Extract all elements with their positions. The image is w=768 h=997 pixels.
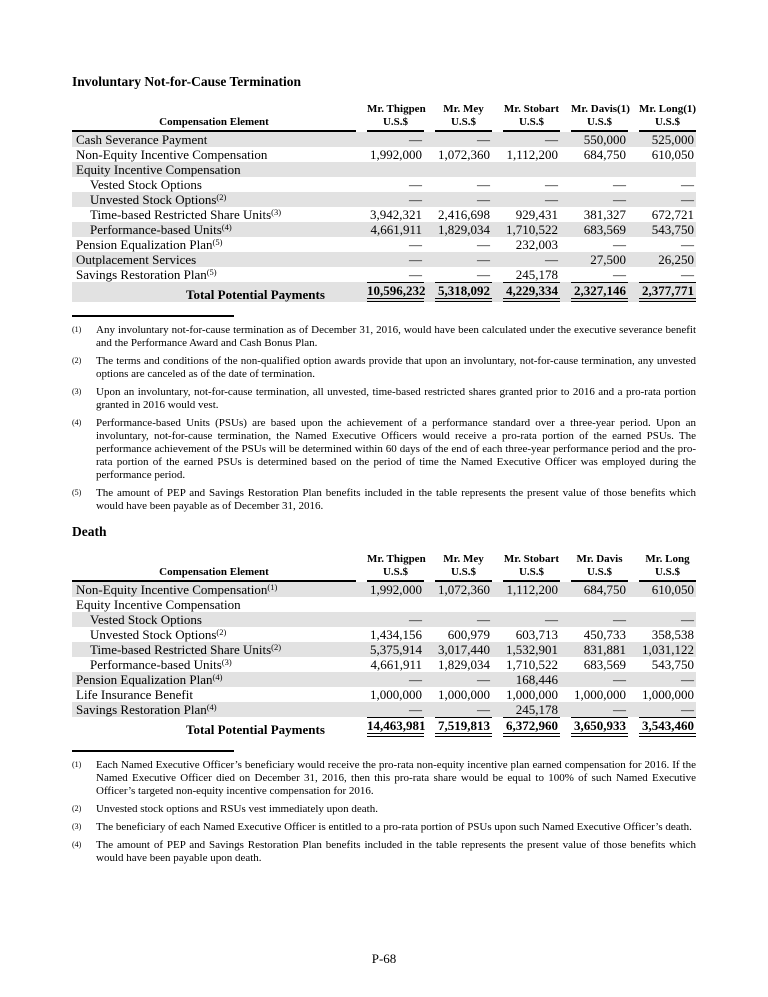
table-row [72,267,696,282]
footnote [72,417,696,482]
cell-value: 1,072,360 [438,147,490,162]
cell-value: 2,327,146 [571,282,628,302]
cell-value: — [409,237,422,252]
row-label: Vested Stock Options [90,177,202,192]
column-header [503,103,560,132]
table-row [72,702,696,717]
cell-value: 3,017,440 [438,642,490,657]
cell-value: 684,750 [583,147,626,162]
cell-value: 10,596,232 [367,282,424,302]
cell-value: 610,050 [651,582,694,597]
footnote-ref: (4) [221,222,232,232]
column-header [639,103,696,132]
footnote-ref: (3) [221,657,232,667]
cell-value: 1,112,200 [506,582,558,597]
footnote-text: Any involuntary not-for-cause termination as of December 31, 2016, would have been calculated under the executive severance benefit and the Performance Award and Cash Bonus Plan. [96,324,696,349]
cell-value: — [613,237,626,252]
section-heading-involuntary-termination: Involuntary Not-for-Cause Termination [72,74,302,89]
cell-value: 1,031,122 [642,642,694,657]
cell-value: 1,829,034 [438,222,490,237]
table-row [72,177,696,192]
cell-value: 2,377,771 [639,282,696,302]
row-label: Non-Equity Incentive Compensation$^{(1)}$ [76,582,278,597]
cell-value: 683,569 [583,222,626,237]
cell-value: 1,000,000 [574,687,626,702]
cell-value: 1,992,000 [370,582,422,597]
column-header [435,553,492,582]
cell-value: — [681,237,694,252]
column-name: Mr. Thigpen [367,103,426,115]
column-header [503,553,560,582]
table-row [72,147,696,162]
cell-value: — [409,177,422,192]
row-label: Equity Incentive Compensation [76,597,241,612]
cell-value: — [681,612,694,627]
section-heading-death: Death [72,524,107,539]
footnote-marker: (4) [72,840,82,849]
footnote-marker: (2) [72,804,82,813]
cell-value: 6,372,960 [503,717,560,737]
row-label: Performance-based Units$^{(4)}$ [90,222,232,237]
cell-value: 14,463,981 [367,717,424,737]
cell-value: 610,050 [651,147,694,162]
cell-value: 1,434,156 [370,627,422,642]
cell-value: 245,178 [515,702,558,717]
cell-value: 232,003 [515,237,558,252]
cell-value: 3,543,460 [639,717,696,737]
table-row [72,207,696,222]
cell-value: 381,327 [583,207,626,222]
section-death [72,524,696,865]
footnote [72,803,696,816]
cell-value: 168,446 [515,672,558,687]
footnote-ref: (4) [206,702,217,712]
row-label: Performance-based Units$^{(3)}$ [90,657,232,672]
column-name: Mr. Stobart [503,103,560,115]
row-label: Time-based Restricted Share Units$^{(2)}$ [90,642,282,657]
footnote-marker: (4) [72,418,82,427]
footnote-text: Each Named Executive Officer’s beneficiary would receive the pro-rata non-equity incentive plan earned compensation for 2016. If the Named Executive Officer died on December 31, 2016, then this pro-rata share would be equal to 100% of such Named Executive Officer’s targeted non-equity incentive compensation for 2016. [96,759,696,797]
cell-value: — [681,267,694,282]
cell-value: 3,942,321 [370,207,422,222]
column-unit: U.S.$ [518,115,545,128]
column-header [571,553,628,582]
cell-value: — [477,702,490,717]
column-header [367,103,424,132]
row-label: Savings Restoration Plan$^{(4)}$ [76,702,217,717]
cell-value: — [477,252,490,267]
cell-value: — [409,132,422,147]
cell-value: 1,072,360 [438,582,490,597]
cell-value: 5,375,914 [370,642,422,657]
row-label: Life Insurance Benefit [76,687,193,702]
cell-value: — [409,672,422,687]
footnote-marker: (1) [72,325,82,334]
row-label: Unvested Stock Options$^{(2)}$ [90,627,227,642]
row-label: Pension Equalization Plan$^{(5)}$ [76,237,223,252]
table-row [72,192,696,207]
column-name: Mr. Davis [576,553,623,565]
cell-value: — [613,702,626,717]
footnote-marker: (5) [72,488,82,497]
table-header-row [72,103,696,132]
cell-value: 3,650,933 [571,717,628,737]
column-name: Mr. Stobart [503,553,560,565]
total-row [72,717,696,737]
footnote-ref: (2) [216,627,227,637]
cell-value: — [681,192,694,207]
footnote-text: The terms and conditions of the non-qualified option awards provide that upon an involuntary, not-for-cause termination, any unvested options are canceled as of the date of termination. [96,355,696,380]
cell-value: — [409,192,422,207]
column-name: Mr. Thigpen [367,553,426,565]
cell-value: 1,829,034 [438,657,490,672]
cell-value: — [681,672,694,687]
footnote-ref: (5) [212,237,223,247]
cell-value: — [409,267,422,282]
column-header [367,553,424,582]
row-label: Total Potential Payments [186,287,325,302]
column-name: Mr. Long(1) [639,103,697,115]
cell-value: 26,250 [658,252,694,267]
table-row [72,612,696,627]
cell-value: — [409,612,422,627]
column-name: Mr. Mey [443,103,484,115]
table-row [72,687,696,702]
footnote-text: The amount of PEP and Savings Restoration Plan benefits included in the table represents the present value of those benefits which would have been payable upon death. [96,839,696,864]
cell-value: — [477,672,490,687]
table-row [72,222,696,237]
cell-value: 1,000,000 [370,687,422,702]
footnote [72,821,696,834]
cell-value: 1,000,000 [438,687,490,702]
cell-value: — [613,177,626,192]
table-row [72,642,696,657]
footnote-ref: (2) [271,642,282,652]
row-label: Vested Stock Options [90,612,202,627]
footnote-marker: (2) [72,356,82,365]
row-label: Outplacement Services [76,252,197,267]
footnote-ref: (4) [212,672,223,682]
cell-value: 603,713 [515,627,558,642]
cell-value: 4,229,334 [503,282,560,302]
column-unit: U.S.$ [450,115,477,128]
total-row [72,282,696,302]
footnote [72,759,696,798]
footnote-ref: (5) [206,267,217,277]
cell-value: 4,661,911 [370,222,422,237]
footnote-ref: (1) [267,582,278,592]
page-number: P-68 [371,951,397,966]
column-unit: U.S.$ [450,565,477,578]
footnote-text: Unvested stock options and RSUs vest immediately upon death. [96,803,378,815]
cell-value: — [545,192,558,207]
cell-value: — [477,267,490,282]
column-unit: U.S.$ [586,565,613,578]
row-label: Total Potential Payments [186,722,325,737]
cell-value: 683,569 [583,657,626,672]
cell-value: 600,979 [447,627,490,642]
cell-value: 929,431 [515,207,558,222]
cell-value: 1,710,522 [506,657,558,672]
column-name: Mr. Long [645,553,690,565]
row-label: Pension Equalization Plan$^{(4)}$ [76,672,223,687]
cell-value: 450,733 [583,627,626,642]
cell-value: 1,000,000 [642,687,694,702]
cell-value: 684,750 [583,582,626,597]
footnote [72,839,696,865]
column-unit: U.S.$ [654,565,681,578]
row-label: Cash Severance Payment [76,132,208,147]
cell-value: 550,000 [583,132,626,147]
column-name: Mr. Davis(1) [571,103,630,115]
cell-value: 525,000 [651,132,694,147]
column-name: Mr. Mey [443,553,484,565]
footnote-marker: (3) [72,822,82,831]
column-header-label: Compensation Element [72,566,356,582]
footnote-list [72,324,696,513]
footnote-marker: (1) [72,760,82,769]
footnote-text: The amount of PEP and Savings Restoration Plan benefits included in the table represents the present value of those benefits which would have been payable as of December 31, 2016. [96,487,696,512]
table-row [72,162,696,177]
cell-value: — [613,192,626,207]
row-label: Non-Equity Incentive Compensation [76,147,268,162]
footnote-ref: (3) [271,207,282,217]
table-row [72,627,696,642]
cell-value: — [681,177,694,192]
cell-value: 831,881 [583,642,626,657]
footnote-separator [72,750,234,752]
footnote-marker: (3) [72,387,82,396]
column-unit: U.S.$ [382,115,409,128]
footnote [72,355,696,381]
cell-value: 2,416,698 [438,207,490,222]
involuntary-termination-table [72,103,696,302]
table-row [72,672,696,687]
footnote [72,324,696,350]
table-header-row [72,553,696,582]
cell-value: 543,750 [651,657,694,672]
section-involuntary-termination [72,74,696,513]
footnote-text: The beneficiary of each Named Executive Officer is entitled to a pro-rata portion of PSUs upon such Named Executive Officer’s death. [96,821,692,833]
column-unit: U.S.$ [586,115,613,128]
table-row [72,657,696,672]
cell-value: — [409,252,422,267]
cell-value: 1,710,522 [506,222,558,237]
cell-value: 27,500 [590,252,626,267]
cell-value: 1,000,000 [506,687,558,702]
footnote-separator [72,315,234,317]
cell-value: — [477,237,490,252]
footnote-text: Upon an involuntary, not-for-cause termination, all unvested, time-based restricted shares granted prior to 2016 and a pro-rata portion granted in 2016 would vest. [96,386,696,411]
cell-value: 1,992,000 [370,147,422,162]
table-row [72,252,696,267]
column-header-label: Compensation Element [72,116,356,132]
cell-value: — [545,612,558,627]
column-unit: U.S.$ [518,565,545,578]
cell-value: — [545,132,558,147]
column-header [435,103,492,132]
cell-value: — [613,612,626,627]
column-unit: U.S.$ [382,565,409,578]
table-row [72,132,696,147]
cell-value: — [681,702,694,717]
row-label: Savings Restoration Plan$^{(5)}$ [76,267,217,282]
cell-value: — [477,132,490,147]
cell-value: 245,178 [515,267,558,282]
column-unit: U.S.$ [654,115,681,128]
footnote [72,487,696,513]
cell-value: — [545,177,558,192]
footnote-text: Performance-based Units (PSUs) are based upon the achievement of a performance standard over a three-year period. Upon an involuntary, not-for-cause termination, the Named Executive Officers would receive a pro-rata portion of the earned PSUs. The performance achievement of the PSUs will be determined within 60 days of the end of each three-year performance period and the pro-rata portion of the earned PSUs is determined based on the period of time the Named Executive Officer was employed during the performance period. [96,417,696,481]
cell-value: — [545,252,558,267]
cell-value: 672,721 [651,207,694,222]
cell-value: 1,112,200 [506,147,558,162]
row-label: Equity Incentive Compensation [76,162,241,177]
table-row [72,582,696,597]
cell-value: — [477,612,490,627]
cell-value: 4,661,911 [370,657,422,672]
death-table [72,553,696,737]
column-header [571,103,628,132]
cell-value: 1,532,901 [506,642,558,657]
cell-value: 5,318,092 [435,282,492,302]
cell-value: — [613,672,626,687]
cell-value: — [613,267,626,282]
table-row [72,237,696,252]
footnote-list [72,759,696,865]
table-row [72,597,696,612]
cell-value: — [477,192,490,207]
footnote-ref: (2) [216,192,227,202]
cell-value: — [409,702,422,717]
cell-value: 543,750 [651,222,694,237]
row-label: Time-based Restricted Share Units$^{(3)}$ [90,207,282,222]
footnote [72,386,696,412]
cell-value: 358,538 [651,627,694,642]
cell-value: 7,519,813 [435,717,492,737]
row-label: Unvested Stock Options$^{(2)}$ [90,192,227,207]
cell-value: — [477,177,490,192]
column-header [639,553,696,582]
